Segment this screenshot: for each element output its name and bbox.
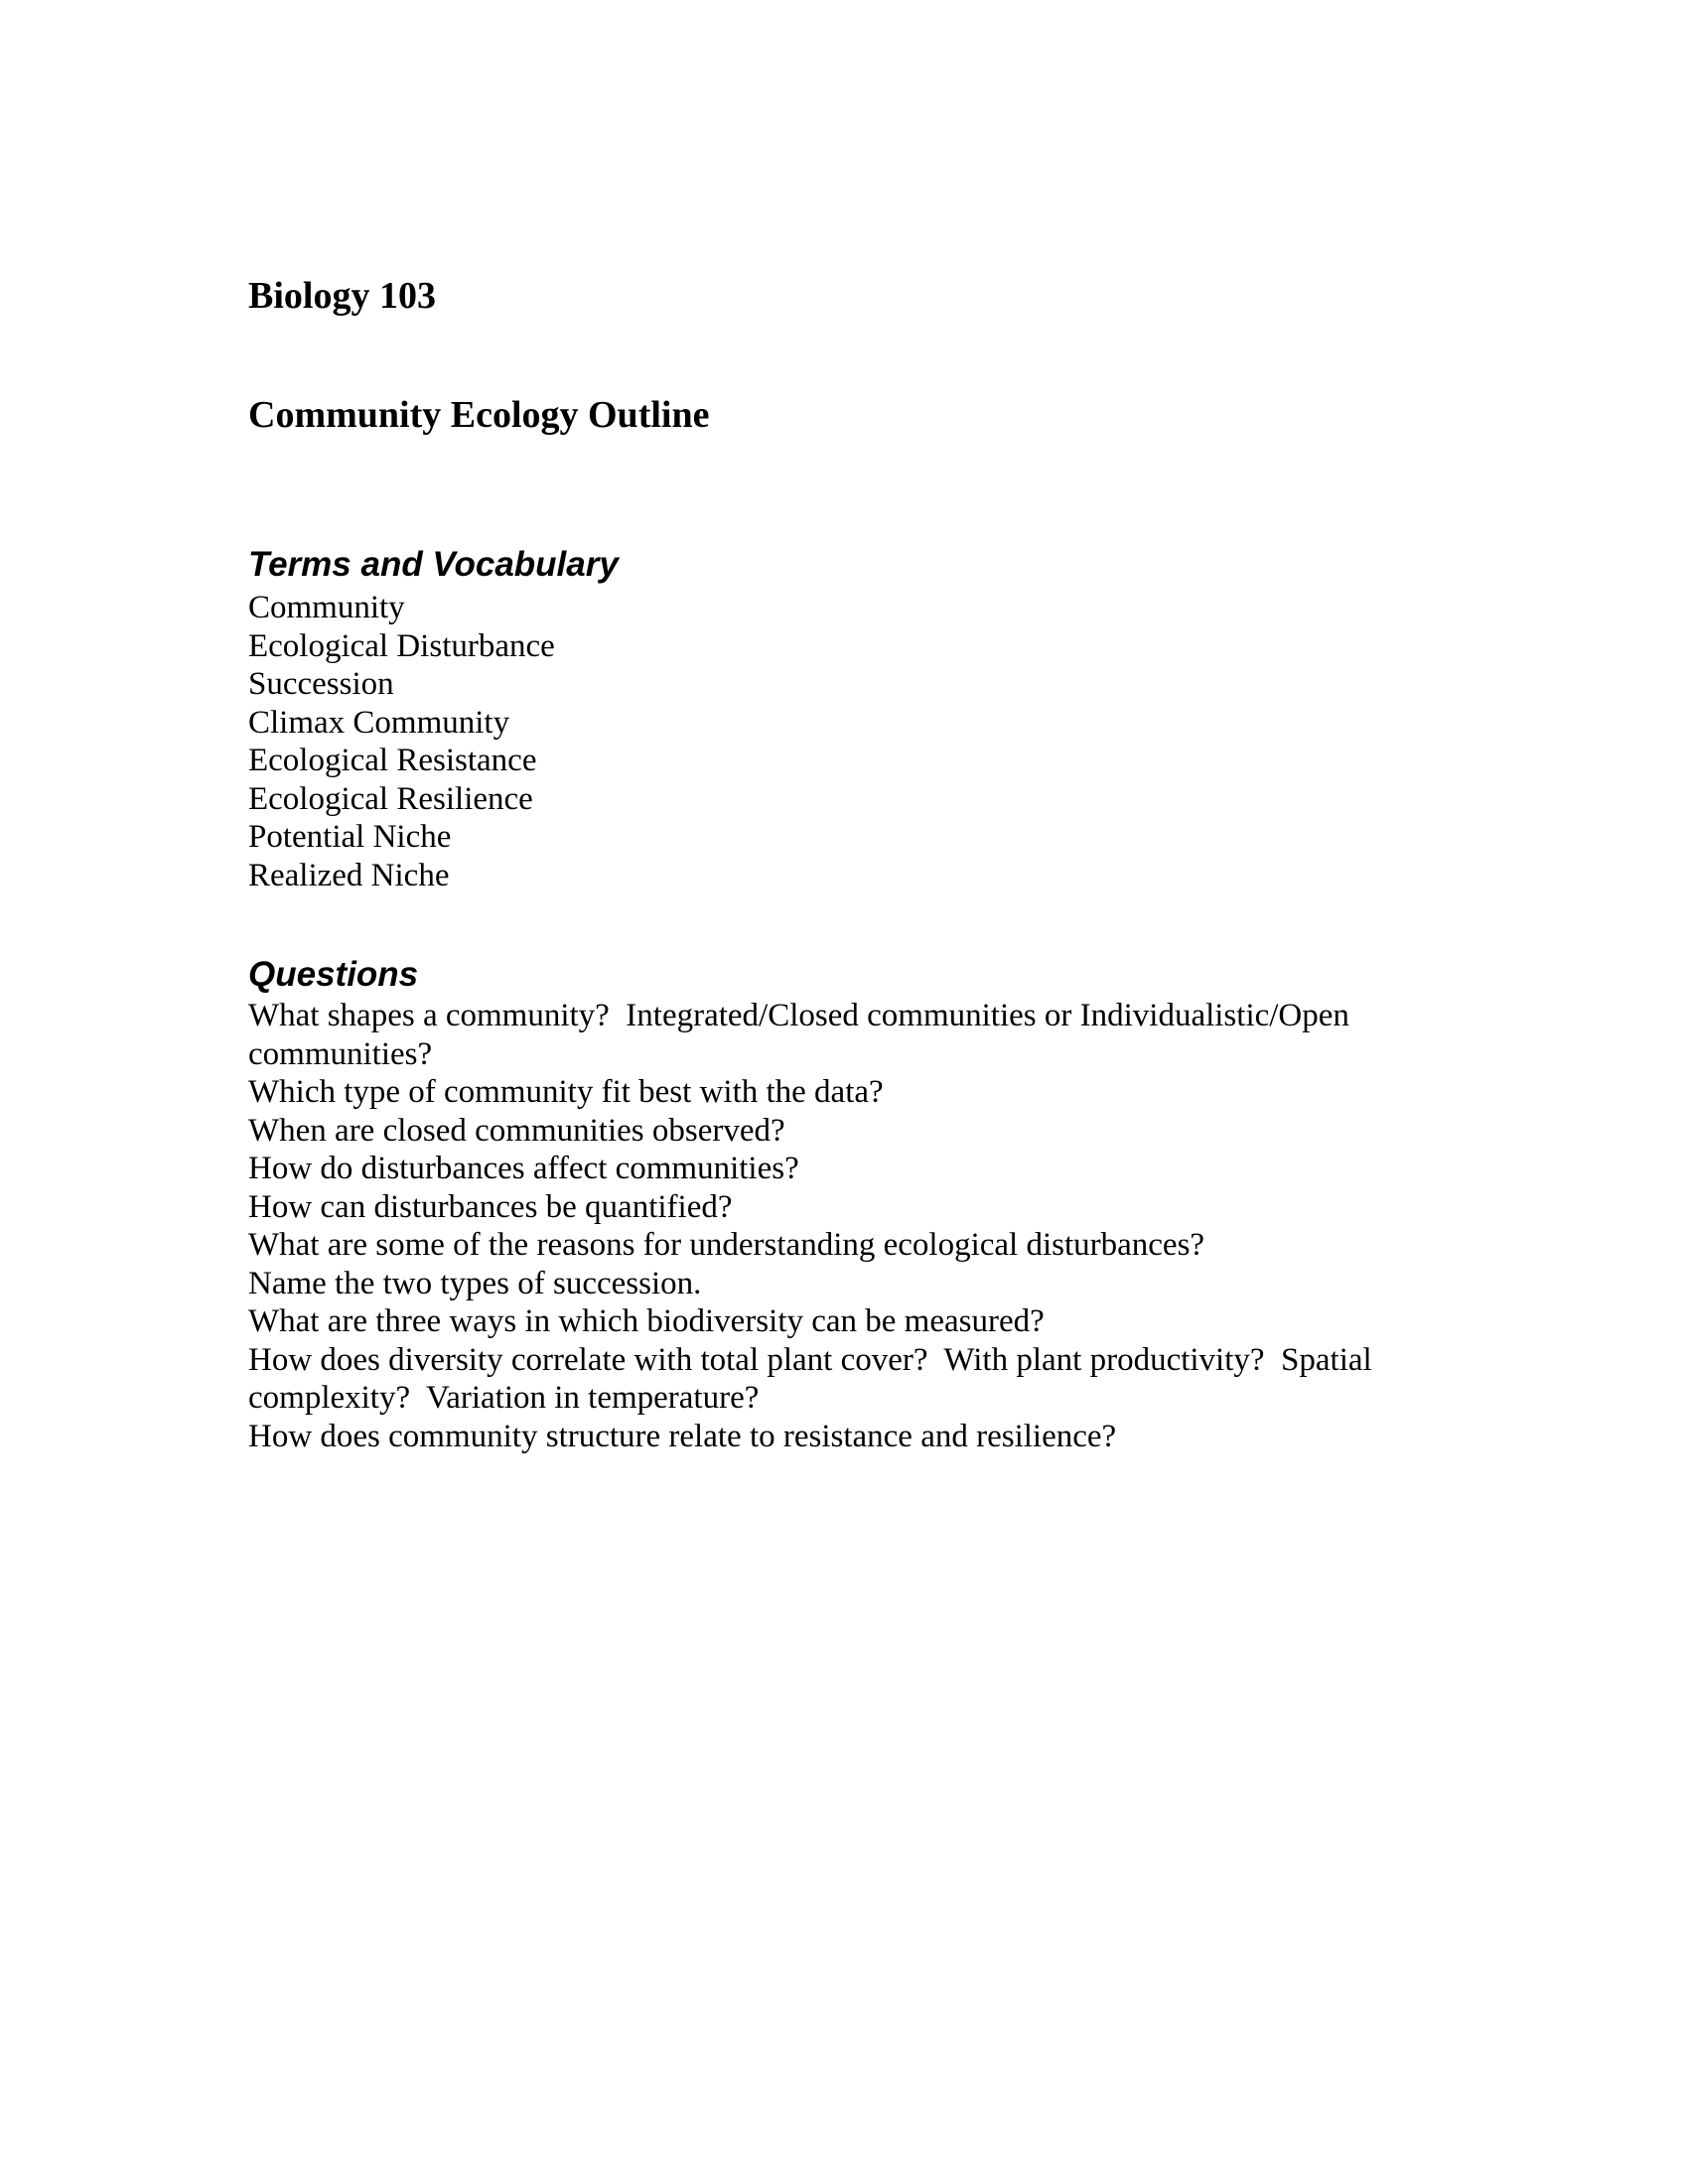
doc-title-line-1: Biology 103 [248,275,436,317]
question-item: What are three ways in which biodiversity can be measured? [248,1303,1045,1339]
question-item: What are some of the reasons for understanding ecological disturbances? [248,1227,1205,1263]
question-item: How does community structure relate to resistance and resilience? [248,1418,1117,1454]
section-heading-questions: Questions [248,955,419,994]
term-item: Realized Niche [248,857,450,893]
section-heading-terms: Terms and Vocabulary [248,545,619,584]
term-item: Community [248,590,405,625]
question-item: Name the two types of succession. [248,1265,702,1301]
question-item: How do disturbances affect communities? [248,1151,799,1186]
question-item: When are closed communities observed? [248,1112,785,1149]
term-item: Ecological Resilience [248,780,533,817]
terms-list [248,589,1445,894]
term-item: Ecological Disturbance [248,627,555,664]
document-content [248,197,1445,1455]
doc-title [248,197,1445,514]
question-item: What shapes a community? Integrated/Closed communities or Individualistic/Open communities? [248,998,1358,1072]
question-item: Which type of community fit best with the data? [248,1074,884,1110]
term-item: Ecological Resistance [248,743,537,778]
term-item: Climax Community [248,704,510,741]
question-item: How does diversity correlate with total plant cover? With plant productivity? Spatial complexity? Variation in temperature? [248,1341,1380,1416]
doc-title-line-2: Community Ecology Outline [248,394,710,436]
question-item: How can disturbances be quantified? [248,1188,733,1225]
term-item: Succession [248,666,394,702]
term-item: Potential Niche [248,819,452,855]
questions-list [248,997,1445,1455]
